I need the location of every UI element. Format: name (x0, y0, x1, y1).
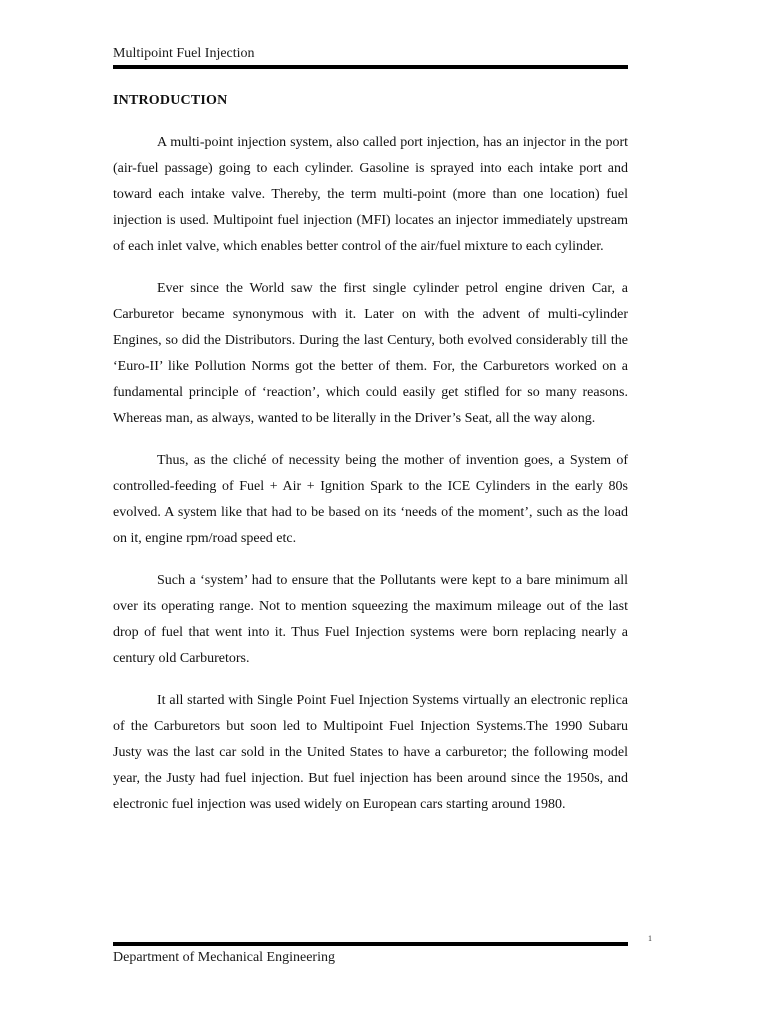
header-rule (113, 65, 628, 69)
paragraph-5: It all started with Single Point Fuel Injection Systems virtually an electronic replica of the Carburetors but soon led to Multipoint Fuel Injection Systems.The 1990 Subaru Justy was the last car sold in the United States to have a carburetor; the following model year, the Justy had fuel injection. But fuel injection has been around since the 1950s, and electronic fuel injection was used widely on European cars starting around 1980. (113, 693, 628, 812)
page-number: 1 (648, 934, 652, 943)
running-header: Multipoint Fuel Injection (113, 46, 255, 61)
paragraph-2: Ever since the World saw the first single cylinder petrol engine driven Car, a Carburetor became synonymous with it. Later on with the advent of multi-cylinder Engines, so did the Distributors. During the last Century, both evolved considerably till the ‘Euro-II’ like Pollution Norms got the better of them. For, the Carburetors worked on a fundamental principle of ‘reaction’, which could easily get stifled for so many reasons. Whereas man, as always, wanted to be literally in the Driver’s Seat, all the way along. (113, 281, 628, 426)
paragraph-1: A multi-point injection system, also called port injection, has an injector in the port (air-fuel passage) going to each cylinder. Gasoline is sprayed into each intake port and toward each intake valve. Thereby, the term multi-point (more than one location) fuel injection is used. Multipoint fuel injection (MFI) locates an injector immediately upstream of each inlet valve, which enables better control of the air/fuel mixture to each cylinder. (113, 135, 628, 254)
page-content (113, 92, 628, 834)
section-heading: INTRODUCTION (113, 93, 228, 108)
paragraph-4: Such a ‘system’ had to ensure that the Pollutants were kept to a bare minimum all over its operating range. Not to mention squeezing the maximum mileage out of the last drop of fuel that went into it. Thus Fuel Injection systems were born replacing nearly a century old Carburetors. (113, 573, 628, 666)
paragraph-3: Thus, as the cliché of necessity being the mother of invention goes, a System of controlled-feeding of Fuel + Air + Ignition Spark to the ICE Cylinders in the early 80s evolved. A system like that had to be based on its ‘needs of the moment’, such as the load on it, engine rpm/road speed etc. (113, 453, 628, 546)
footer-rule (113, 942, 628, 946)
running-footer: Department of Mechanical Engineering (113, 950, 335, 965)
